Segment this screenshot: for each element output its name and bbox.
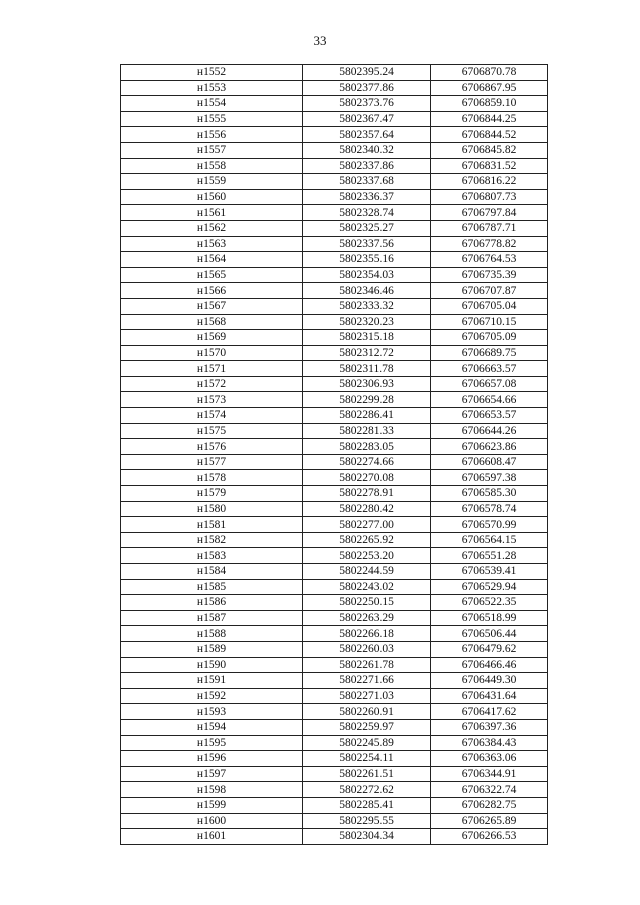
y-coordinate-cell: 6706518.99: [431, 610, 548, 626]
point-id-cell: н1586: [121, 595, 303, 611]
y-coordinate-cell: 6706844.25: [431, 111, 548, 127]
table-row: [121, 205, 548, 221]
y-coordinate-cell: 6706363.06: [431, 751, 548, 767]
x-coordinate-cell: 5802260.03: [303, 641, 431, 657]
x-coordinate-cell: 5802336.37: [303, 189, 431, 205]
x-coordinate-cell: 5802254.11: [303, 751, 431, 767]
x-coordinate-cell: 5802270.08: [303, 470, 431, 486]
point-id-cell: н1567: [121, 298, 303, 314]
point-id-cell: н1589: [121, 641, 303, 657]
point-id-cell: н1558: [121, 158, 303, 174]
x-coordinate-cell: 5802304.34: [303, 829, 431, 845]
table-row: [121, 548, 548, 564]
y-coordinate-cell: 6706431.64: [431, 688, 548, 704]
y-coordinate-cell: 6706831.52: [431, 158, 548, 174]
point-id-cell: н1581: [121, 517, 303, 533]
table-row: [121, 252, 548, 268]
y-coordinate-cell: 6706265.89: [431, 813, 548, 829]
y-coordinate-cell: 6706623.86: [431, 439, 548, 455]
y-coordinate-cell: 6706787.71: [431, 220, 548, 236]
y-coordinate-cell: 6706735.39: [431, 267, 548, 283]
point-id-cell: н1583: [121, 548, 303, 564]
table-row: [121, 673, 548, 689]
y-coordinate-cell: 6706529.94: [431, 579, 548, 595]
point-id-cell: н1600: [121, 813, 303, 829]
point-id-cell: н1569: [121, 330, 303, 346]
table-row: [121, 813, 548, 829]
table-row: [121, 439, 548, 455]
y-coordinate-cell: 6706644.26: [431, 423, 548, 439]
table-row: [121, 283, 548, 299]
x-coordinate-cell: 5802337.68: [303, 174, 431, 190]
x-coordinate-cell: 5802325.27: [303, 220, 431, 236]
y-coordinate-cell: 6706689.75: [431, 345, 548, 361]
x-coordinate-cell: 5802272.62: [303, 782, 431, 798]
y-coordinate-cell: 6706705.04: [431, 298, 548, 314]
point-id-cell: н1572: [121, 376, 303, 392]
point-id-cell: н1598: [121, 782, 303, 798]
y-coordinate-cell: 6706764.53: [431, 252, 548, 268]
table-row: [121, 142, 548, 158]
table-row: [121, 376, 548, 392]
coordinates-table-body: [121, 65, 548, 845]
table-row: [121, 610, 548, 626]
x-coordinate-cell: 5802244.59: [303, 564, 431, 580]
table-row: [121, 189, 548, 205]
point-id-cell: н1568: [121, 314, 303, 330]
x-coordinate-cell: 5802243.02: [303, 579, 431, 595]
page-number: 33: [313, 33, 327, 48]
table-row: [121, 345, 548, 361]
y-coordinate-cell: 6706844.52: [431, 127, 548, 143]
point-id-cell: н1587: [121, 610, 303, 626]
point-id-cell: н1574: [121, 408, 303, 424]
point-id-cell: н1582: [121, 532, 303, 548]
x-coordinate-cell: 5802373.76: [303, 96, 431, 112]
y-coordinate-cell: 6706845.82: [431, 142, 548, 158]
y-coordinate-cell: 6706707.87: [431, 283, 548, 299]
table-row: [121, 626, 548, 642]
table-row: [121, 298, 548, 314]
y-coordinate-cell: 6706539.41: [431, 564, 548, 580]
coordinates-table: [120, 64, 548, 845]
y-coordinate-cell: 6706653.57: [431, 408, 548, 424]
point-id-cell: н1554: [121, 96, 303, 112]
point-id-cell: н1596: [121, 751, 303, 767]
point-id-cell: н1579: [121, 486, 303, 502]
table-row: [121, 564, 548, 580]
point-id-cell: н1566: [121, 283, 303, 299]
x-coordinate-cell: 5802278.91: [303, 486, 431, 502]
x-coordinate-cell: 5802271.66: [303, 673, 431, 689]
point-id-cell: н1552: [121, 65, 303, 81]
y-coordinate-cell: 6706597.38: [431, 470, 548, 486]
point-id-cell: н1564: [121, 252, 303, 268]
y-coordinate-cell: 6706797.84: [431, 205, 548, 221]
y-coordinate-cell: 6706282.75: [431, 797, 548, 813]
point-id-cell: н1584: [121, 564, 303, 580]
table-row: [121, 501, 548, 517]
y-coordinate-cell: 6706266.53: [431, 829, 548, 845]
point-id-cell: н1553: [121, 80, 303, 96]
x-coordinate-cell: 5802306.93: [303, 376, 431, 392]
point-id-cell: н1580: [121, 501, 303, 517]
table-row: [121, 423, 548, 439]
table-row: [121, 158, 548, 174]
y-coordinate-cell: 6706344.91: [431, 766, 548, 782]
y-coordinate-cell: 6706397.36: [431, 719, 548, 735]
y-coordinate-cell: 6706859.10: [431, 96, 548, 112]
x-coordinate-cell: 5802245.89: [303, 735, 431, 751]
point-id-cell: н1593: [121, 704, 303, 720]
x-coordinate-cell: 5802357.64: [303, 127, 431, 143]
table-row: [121, 579, 548, 595]
table-row: [121, 470, 548, 486]
table-row: [121, 704, 548, 720]
point-id-cell: н1557: [121, 142, 303, 158]
y-coordinate-cell: 6706449.30: [431, 673, 548, 689]
table-row: [121, 657, 548, 673]
y-coordinate-cell: 6706466.46: [431, 657, 548, 673]
table-row: [121, 408, 548, 424]
point-id-cell: н1590: [121, 657, 303, 673]
x-coordinate-cell: 5802285.41: [303, 797, 431, 813]
y-coordinate-cell: 6706710.15: [431, 314, 548, 330]
y-coordinate-cell: 6706705.09: [431, 330, 548, 346]
point-id-cell: н1592: [121, 688, 303, 704]
table-row: [121, 65, 548, 81]
x-coordinate-cell: 5802286.41: [303, 408, 431, 424]
table-row: [121, 330, 548, 346]
point-id-cell: н1570: [121, 345, 303, 361]
point-id-cell: н1591: [121, 673, 303, 689]
point-id-cell: н1563: [121, 236, 303, 252]
table-row: [121, 267, 548, 283]
y-coordinate-cell: 6706506.44: [431, 626, 548, 642]
table-row: [121, 766, 548, 782]
point-id-cell: н1601: [121, 829, 303, 845]
x-coordinate-cell: 5802315.18: [303, 330, 431, 346]
table-row: [121, 735, 548, 751]
x-coordinate-cell: 5802281.33: [303, 423, 431, 439]
table-row: [121, 392, 548, 408]
x-coordinate-cell: 5802261.51: [303, 766, 431, 782]
table-row: [121, 532, 548, 548]
table-row: [121, 361, 548, 377]
y-coordinate-cell: 6706663.57: [431, 361, 548, 377]
point-id-cell: н1573: [121, 392, 303, 408]
y-coordinate-cell: 6706807.73: [431, 189, 548, 205]
y-coordinate-cell: 6706578.74: [431, 501, 548, 517]
table-row: [121, 797, 548, 813]
point-id-cell: н1571: [121, 361, 303, 377]
y-coordinate-cell: 6706608.47: [431, 454, 548, 470]
y-coordinate-cell: 6706522.35: [431, 595, 548, 611]
x-coordinate-cell: 5802280.42: [303, 501, 431, 517]
x-coordinate-cell: 5802328.74: [303, 205, 431, 221]
point-id-cell: н1561: [121, 205, 303, 221]
x-coordinate-cell: 5802333.32: [303, 298, 431, 314]
table-row: [121, 454, 548, 470]
point-id-cell: н1562: [121, 220, 303, 236]
x-coordinate-cell: 5802312.72: [303, 345, 431, 361]
y-coordinate-cell: 6706384.43: [431, 735, 548, 751]
y-coordinate-cell: 6706564.15: [431, 532, 548, 548]
point-id-cell: н1578: [121, 470, 303, 486]
x-coordinate-cell: 5802283.05: [303, 439, 431, 455]
y-coordinate-cell: 6706585.30: [431, 486, 548, 502]
table-row: [121, 517, 548, 533]
point-id-cell: н1595: [121, 735, 303, 751]
x-coordinate-cell: 5802299.28: [303, 392, 431, 408]
table-row: [121, 220, 548, 236]
x-coordinate-cell: 5802277.00: [303, 517, 431, 533]
x-coordinate-cell: 5802320.23: [303, 314, 431, 330]
x-coordinate-cell: 5802253.20: [303, 548, 431, 564]
y-coordinate-cell: 6706479.62: [431, 641, 548, 657]
table-row: [121, 782, 548, 798]
x-coordinate-cell: 5802265.92: [303, 532, 431, 548]
y-coordinate-cell: 6706867.95: [431, 80, 548, 96]
point-id-cell: н1594: [121, 719, 303, 735]
table-row: [121, 236, 548, 252]
x-coordinate-cell: 5802367.47: [303, 111, 431, 127]
table-row: [121, 111, 548, 127]
table-row: [121, 486, 548, 502]
point-id-cell: н1560: [121, 189, 303, 205]
point-id-cell: н1585: [121, 579, 303, 595]
x-coordinate-cell: 5802346.46: [303, 283, 431, 299]
point-id-cell: н1588: [121, 626, 303, 642]
x-coordinate-cell: 5802260.91: [303, 704, 431, 720]
x-coordinate-cell: 5802354.03: [303, 267, 431, 283]
point-id-cell: н1556: [121, 127, 303, 143]
y-coordinate-cell: 6706870.78: [431, 65, 548, 81]
table-row: [121, 829, 548, 845]
point-id-cell: н1577: [121, 454, 303, 470]
x-coordinate-cell: 5802337.56: [303, 236, 431, 252]
x-coordinate-cell: 5802259.97: [303, 719, 431, 735]
x-coordinate-cell: 5802355.16: [303, 252, 431, 268]
y-coordinate-cell: 6706322.74: [431, 782, 548, 798]
y-coordinate-cell: 6706657.08: [431, 376, 548, 392]
x-coordinate-cell: 5802261.78: [303, 657, 431, 673]
x-coordinate-cell: 5802266.18: [303, 626, 431, 642]
table-row: [121, 595, 548, 611]
y-coordinate-cell: 6706570.99: [431, 517, 548, 533]
point-id-cell: н1565: [121, 267, 303, 283]
x-coordinate-cell: 5802337.86: [303, 158, 431, 174]
table-row: [121, 314, 548, 330]
table-row: [121, 751, 548, 767]
x-coordinate-cell: 5802311.78: [303, 361, 431, 377]
y-coordinate-cell: 6706654.66: [431, 392, 548, 408]
table-row: [121, 719, 548, 735]
y-coordinate-cell: 6706816.22: [431, 174, 548, 190]
x-coordinate-cell: 5802271.03: [303, 688, 431, 704]
table-row: [121, 127, 548, 143]
x-coordinate-cell: 5802395.24: [303, 65, 431, 81]
point-id-cell: н1555: [121, 111, 303, 127]
table-row: [121, 641, 548, 657]
x-coordinate-cell: 5802340.32: [303, 142, 431, 158]
point-id-cell: н1575: [121, 423, 303, 439]
x-coordinate-cell: 5802250.15: [303, 595, 431, 611]
point-id-cell: н1599: [121, 797, 303, 813]
y-coordinate-cell: 6706417.62: [431, 704, 548, 720]
x-coordinate-cell: 5802263.29: [303, 610, 431, 626]
table-row: [121, 80, 548, 96]
x-coordinate-cell: 5802295.55: [303, 813, 431, 829]
y-coordinate-cell: 6706551.28: [431, 548, 548, 564]
y-coordinate-cell: 6706778.82: [431, 236, 548, 252]
point-id-cell: н1559: [121, 174, 303, 190]
table-row: [121, 96, 548, 112]
x-coordinate-cell: 5802274.66: [303, 454, 431, 470]
point-id-cell: н1576: [121, 439, 303, 455]
x-coordinate-cell: 5802377.86: [303, 80, 431, 96]
point-id-cell: н1597: [121, 766, 303, 782]
table-row: [121, 174, 548, 190]
table-row: [121, 688, 548, 704]
